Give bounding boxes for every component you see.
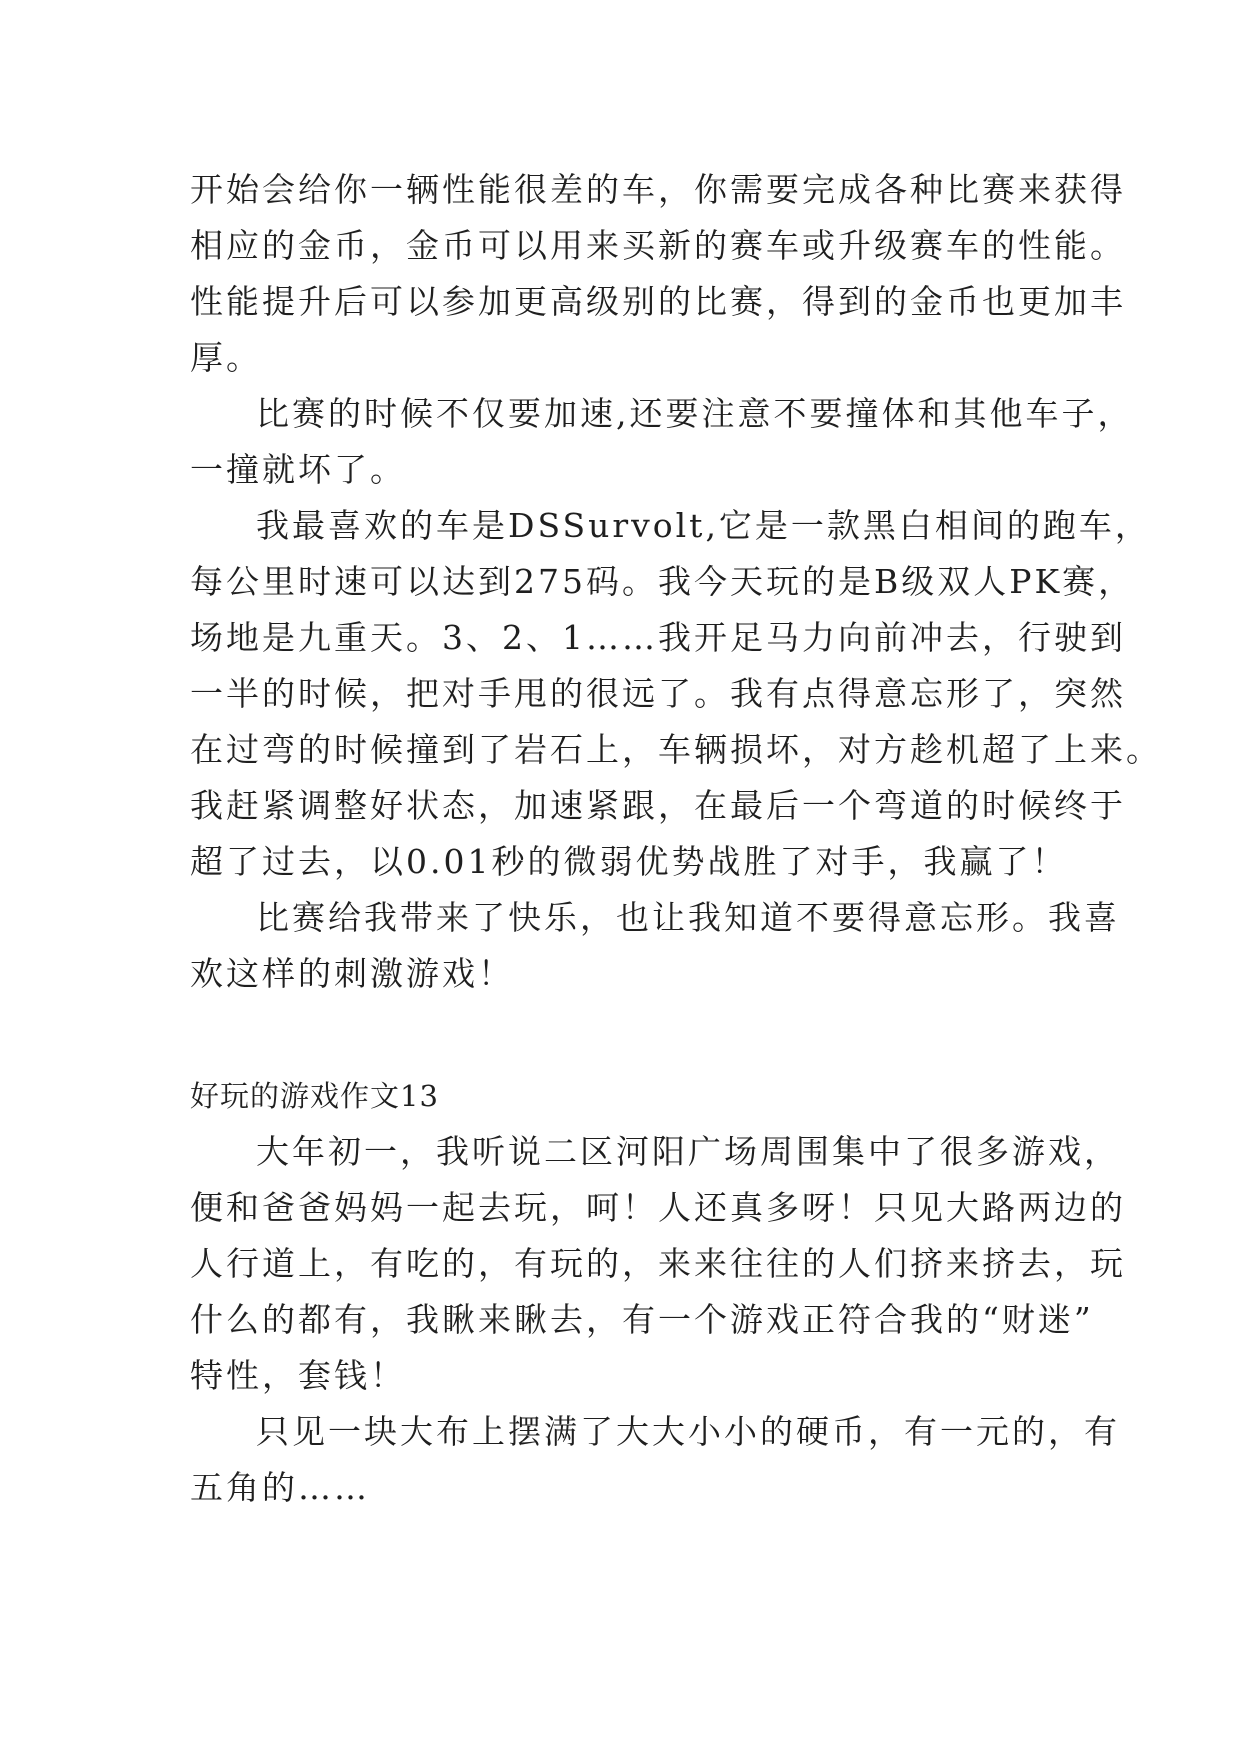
text-line: 每公里时速可以达到275码。我今天玩的是B级双人PK赛，	[190, 562, 1135, 601]
text-line: 欢这样的刺激游戏！	[190, 954, 514, 993]
text-line: 五角的……	[190, 1468, 370, 1507]
section-heading: 好玩的游戏作文13	[190, 1079, 439, 1113]
text-line: 比赛的时候不仅要加速,还要注意不要撞体和其他车子，	[256, 394, 1134, 433]
text-line: 人行道上，有吃的，有玩的，来来往往的人们挤来挤去，玩	[190, 1244, 1126, 1283]
text-line: 只见一块大布上摆满了大大小小的硬币，有一元的，有	[256, 1412, 1120, 1451]
text-line: 超了过去，以0.01秒的微弱优势战胜了对手，我赢了！	[190, 842, 1068, 881]
text-line: 什么的都有，我瞅来瞅去，有一个游戏正符合我的“财迷”	[190, 1300, 1094, 1339]
text-line: 大年初一，我听说二区河阳广场周围集中了很多游戏，	[256, 1132, 1120, 1171]
text-line: 厚。	[190, 338, 262, 377]
text-line: 场地是九重天。3、2、1……我开足马力向前冲去，行驶到	[190, 618, 1126, 657]
text-line: 相应的金币，金币可以用来买新的赛车或升级赛车的性能。	[190, 226, 1126, 265]
text-line: 比赛给我带来了快乐，也让我知道不要得意忘形。我喜	[256, 898, 1120, 937]
text-line: 开始会给你一辆性能很差的车，你需要完成各种比赛来获得	[190, 170, 1126, 209]
text-line: 一撞就坏了。	[190, 450, 406, 489]
text-line: 性能提升后可以参加更高级别的比赛，得到的金币也更加丰	[190, 282, 1126, 321]
text-line: 一半的时候，把对手甩的很远了。我有点得意忘形了，突然	[190, 674, 1126, 713]
text-line: 特性，套钱！	[190, 1356, 406, 1395]
text-line: 在过弯的时候撞到了岩石上，车辆损坏，对方趁机超了上来。	[190, 730, 1162, 769]
text-line: 我赶紧调整好状态，加速紧跟，在最后一个弯道的时候终于	[190, 786, 1126, 825]
text-line: 便和爸爸妈妈一起去玩，呵！人还真多呀！只见大路两边的	[190, 1188, 1126, 1227]
text-line: 我最喜欢的车是DSSurvolt,它是一款黑白相间的跑车，	[256, 506, 1151, 545]
